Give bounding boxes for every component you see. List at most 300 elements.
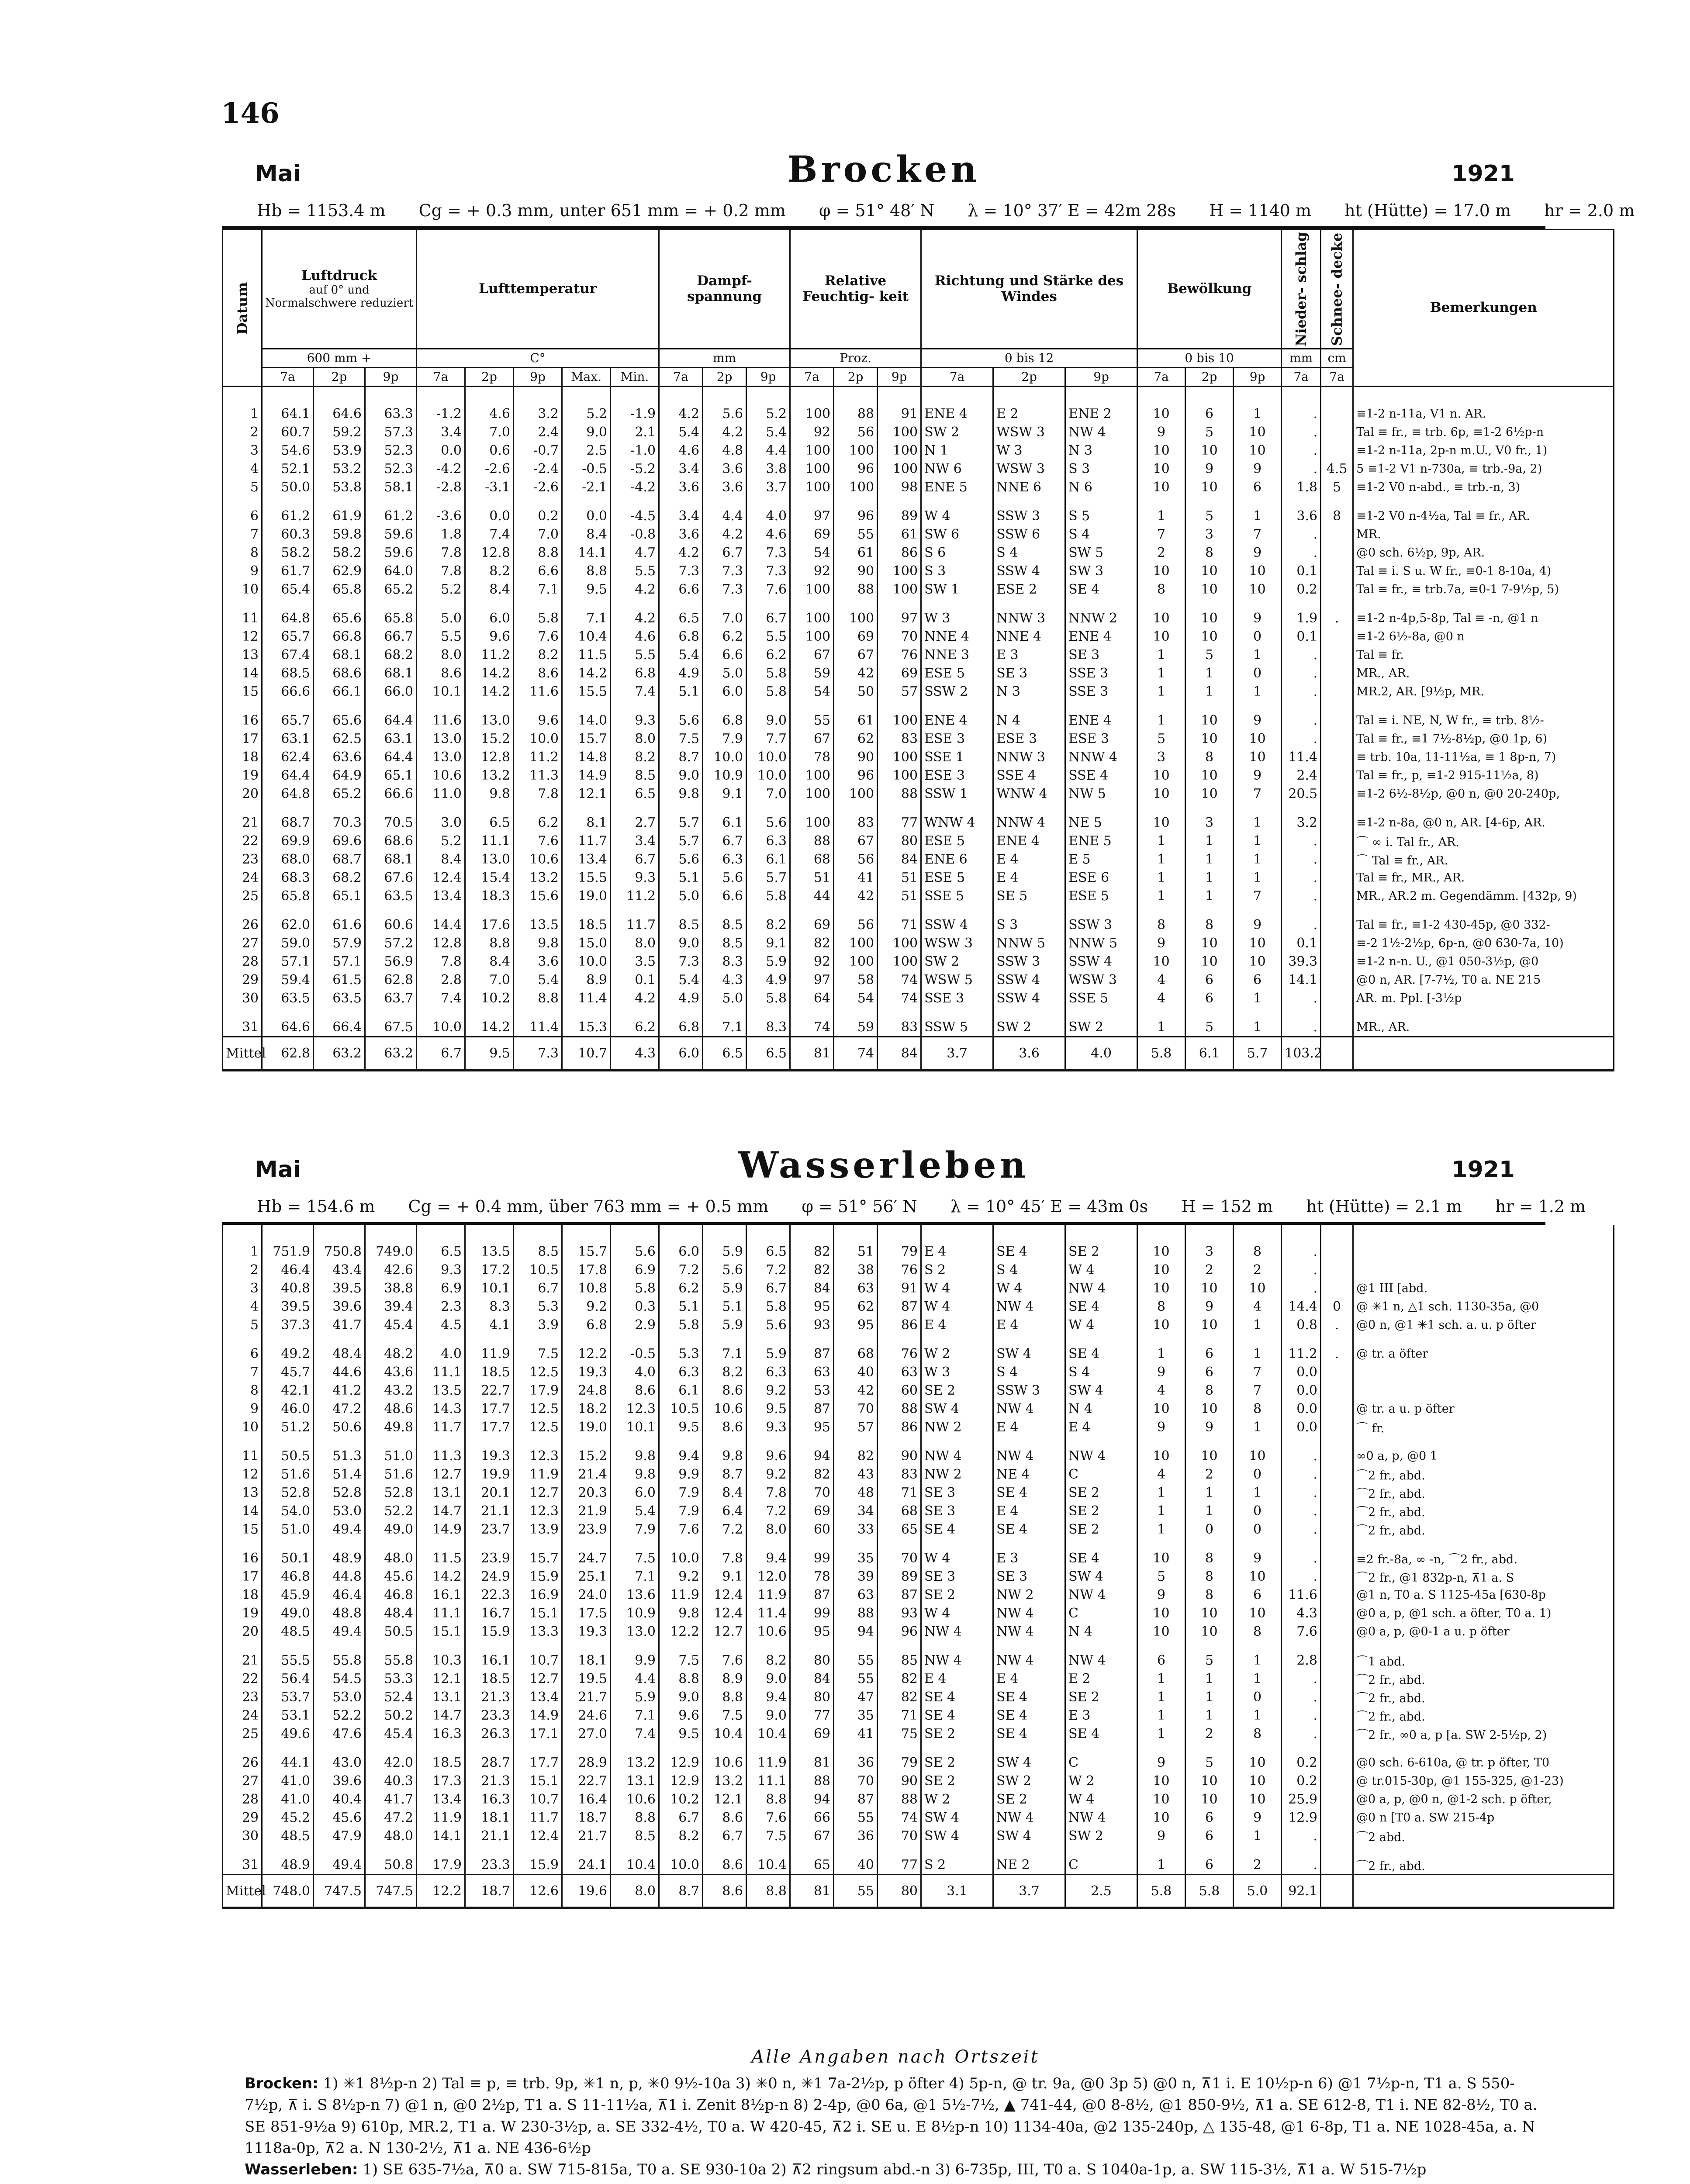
table-cell: 6	[1185, 989, 1234, 1007]
table-cell: 60.3	[262, 525, 314, 543]
table-cell: .	[1282, 701, 1321, 729]
table-cell	[1321, 887, 1353, 905]
table-cell: SSE 3	[1065, 664, 1137, 682]
table-cell: 56.9	[365, 952, 417, 971]
table-cell: 19.3	[562, 1622, 611, 1641]
table-cell: 24.0	[562, 1586, 611, 1604]
table-cell: 68	[878, 1502, 921, 1520]
table-cell: 63	[834, 1279, 878, 1297]
table-cell: 1	[1137, 1669, 1185, 1688]
table-cell: 1	[1185, 1688, 1234, 1706]
mean-cell: 74	[834, 1037, 878, 1071]
table-cell: 51.3	[314, 1436, 365, 1465]
table-cell: -2.4	[514, 460, 562, 478]
table-row	[223, 934, 1614, 952]
meta-latitude: φ = 51° 48′ N	[819, 201, 935, 220]
table-cell: 10	[1137, 627, 1185, 646]
table-cell: S 3	[993, 905, 1065, 934]
table-cell: E 4	[993, 1669, 1065, 1688]
table-cell: 21.3	[465, 1688, 514, 1706]
table-row	[223, 1790, 1614, 1808]
table-cell: 18.5	[417, 1743, 465, 1772]
table-cell	[1321, 784, 1353, 803]
table-cell: 4.4	[703, 496, 747, 525]
remark-cell: ⌒ ∞ i. Tal fr., AR.	[1353, 832, 1614, 850]
table-cell: 10	[1234, 748, 1282, 766]
table-cell: 17.1	[514, 1724, 562, 1743]
table-cell	[1321, 1772, 1353, 1790]
date-cell: 21	[223, 1641, 262, 1669]
table-cell: 14.4	[417, 905, 465, 934]
table-cell: 4.2	[659, 543, 703, 562]
remark-cell: @ tr.015-30p, @1 155-325, @1-23)	[1353, 1772, 1614, 1790]
table-cell: 7.3	[747, 562, 790, 580]
table-cell: 48.4	[365, 1604, 417, 1622]
table-cell: 100	[834, 478, 878, 496]
table-cell: 7.1	[611, 1567, 659, 1586]
table-cell: 6.1	[659, 1381, 703, 1400]
table-cell: 7	[1234, 784, 1282, 803]
table-cell: 8	[1185, 1567, 1234, 1586]
table-cell: 36	[834, 1743, 878, 1772]
mean-cell-empty	[1321, 1875, 1353, 1908]
table-cell: 28.9	[562, 1743, 611, 1772]
table-cell: 9.4	[659, 1436, 703, 1465]
unit-niederschlag: mm	[1282, 349, 1321, 367]
table-cell: 5.2	[562, 387, 611, 423]
table-row	[223, 1538, 1614, 1567]
table-cell: SSW 1	[921, 784, 993, 803]
table-cell: 55	[834, 525, 878, 543]
table-cell: 50.5	[262, 1436, 314, 1465]
table-cell: 3.9	[514, 1316, 562, 1334]
table-cell: SSW 4	[1065, 952, 1137, 971]
mean-label: Mittel	[223, 1037, 262, 1071]
date-cell: 28	[223, 1790, 262, 1808]
mean-cell-empty	[1353, 1875, 1614, 1908]
time-header-cell: 2p	[993, 368, 1065, 387]
table-cell: .	[1282, 1845, 1321, 1875]
table-cell: 74	[878, 1808, 921, 1827]
unit-schnee: cm	[1321, 349, 1353, 367]
table-cell: 3	[1185, 1225, 1234, 1261]
table-cell: 3.4	[417, 423, 465, 441]
table-cell: 82	[878, 1688, 921, 1706]
table-cell	[1321, 850, 1353, 868]
table-cell: 4.6	[659, 441, 703, 460]
table-cell: 63.1	[365, 729, 417, 748]
table-cell: 10	[1185, 701, 1234, 729]
table-cell: 95	[790, 1418, 834, 1436]
table-cell: 63.5	[262, 989, 314, 1007]
table-cell: SE 2	[921, 1772, 993, 1790]
table-cell: SE 2	[1065, 1225, 1137, 1261]
table-cell: SW 2	[1065, 1827, 1137, 1845]
table-cell: 1	[1234, 832, 1282, 850]
table-row	[223, 1586, 1614, 1604]
table-cell: 5.1	[659, 868, 703, 887]
table-cell: 3.6	[1282, 496, 1321, 525]
table-cell: 8.4	[562, 525, 611, 543]
table-cell: 84	[790, 1279, 834, 1297]
table-cell: SSW 3	[993, 1381, 1065, 1400]
table-cell: 23.3	[465, 1706, 514, 1724]
remark-cell: ≡1-2 n-n. U., @1 050-3½p, @0	[1353, 952, 1614, 971]
table-cell: 11.9	[465, 1334, 514, 1363]
table-cell: 50.5	[365, 1622, 417, 1641]
table-cell: 8.0	[417, 646, 465, 664]
table-cell: 22.7	[465, 1381, 514, 1400]
table-cell: 67	[790, 729, 834, 748]
mean-cell: 12.2	[417, 1875, 465, 1908]
table-cell: 10.0	[703, 748, 747, 766]
table-cell: 10	[1185, 934, 1234, 952]
table-cell: NNW 3	[993, 748, 1065, 766]
remark-cell: ⌒2 fr., abd.	[1353, 1706, 1614, 1724]
table-cell: 11.3	[514, 766, 562, 784]
table-cell: 24.7	[562, 1538, 611, 1567]
table-cell: 6.8	[659, 1007, 703, 1037]
table-row	[223, 1381, 1614, 1400]
date-cell: 13	[223, 1483, 262, 1502]
mean-cell: 8.7	[659, 1875, 703, 1908]
table-cell: 54	[834, 989, 878, 1007]
table-cell: SSE 4	[1065, 766, 1137, 784]
table-cell: 7.5	[703, 1706, 747, 1724]
table-cell: 39.3	[1282, 952, 1321, 971]
time-header-cell: 2p	[834, 368, 878, 387]
table-cell: 28.7	[465, 1743, 514, 1772]
table-cell: 85	[878, 1641, 921, 1669]
table-cell: SE 4	[993, 1520, 1065, 1538]
table-cell: NNE 4	[921, 627, 993, 646]
table-cell: 48.2	[365, 1334, 417, 1363]
mean-cell-empty	[1321, 1037, 1353, 1071]
mean-cell: 3.6	[993, 1037, 1065, 1071]
time-header-cell: 7a	[921, 368, 993, 387]
table-cell: 11.9	[747, 1586, 790, 1604]
table-cell: 16.7	[465, 1604, 514, 1622]
table-cell: 53.0	[314, 1688, 365, 1706]
table-cell: 59.6	[365, 525, 417, 543]
table-cell: NE 4	[993, 1465, 1065, 1483]
table-cell: 35	[834, 1706, 878, 1724]
date-cell: 23	[223, 1688, 262, 1706]
table-cell: 11.1	[465, 832, 514, 850]
table-cell: 95	[834, 1316, 878, 1334]
table-cell: NW 4	[1065, 1586, 1137, 1604]
date-cell: 17	[223, 729, 262, 748]
table-cell: 50.0	[262, 478, 314, 496]
table-cell: 18.7	[562, 1808, 611, 1827]
table-cell	[1321, 1520, 1353, 1538]
table-cell: 7.8	[514, 784, 562, 803]
table-cell: 100	[790, 766, 834, 784]
table-cell: 1	[1137, 664, 1185, 682]
date-cell: 26	[223, 1743, 262, 1772]
table-cell: 750.8	[314, 1225, 365, 1261]
table-cell: 9.6	[465, 627, 514, 646]
mean-cell: 84	[878, 1037, 921, 1071]
table-cell: 64.6	[262, 1007, 314, 1037]
table-cell: 5.7	[659, 803, 703, 832]
table-cell: 1	[1234, 1706, 1282, 1724]
table-cell: W 2	[921, 1790, 993, 1808]
table-cell: 7.0	[465, 423, 514, 441]
table-cell: -0.5	[562, 460, 611, 478]
table-cell: .	[1282, 868, 1321, 887]
table-cell: 97	[790, 496, 834, 525]
table-cell: 61.2	[365, 496, 417, 525]
mean-cell: 63.2	[314, 1037, 365, 1071]
table-cell: 8.6	[703, 1381, 747, 1400]
table-cell: 88	[834, 387, 878, 423]
table-cell: 20.1	[465, 1483, 514, 1502]
footnotes-title: Alle Angaben nach Ortszeit	[751, 2047, 1040, 2067]
table-cell: 10.1	[417, 682, 465, 701]
mean-cell: 748.0	[262, 1875, 314, 1908]
table-cell: 12.4	[703, 1586, 747, 1604]
table-cell: 5.2	[417, 580, 465, 598]
table-cell: 1	[1234, 1483, 1282, 1502]
table-cell: SE 4	[921, 1688, 993, 1706]
table-cell: SW 4	[921, 1808, 993, 1827]
table-cell: 100	[790, 460, 834, 478]
table-cell: 70	[878, 1827, 921, 1845]
table-cell: WNW 4	[921, 803, 993, 832]
table-cell: 16.4	[562, 1790, 611, 1808]
table-cell: 10	[1137, 460, 1185, 478]
table-cell: -1.0	[611, 441, 659, 460]
table-cell: 7.9	[611, 1520, 659, 1538]
table-cell: 48.0	[365, 1538, 417, 1567]
remark-cell: 5 ≡1-2 V1 n-730a, ≡ trb.-9a, 2)	[1353, 460, 1614, 478]
table-cell: 16.9	[514, 1586, 562, 1604]
date-cell: 11	[223, 598, 262, 627]
table-cell: 7.0	[465, 971, 514, 989]
table-cell: 2.3	[417, 1297, 465, 1316]
table-cell: 53.7	[262, 1688, 314, 1706]
table-cell: 45.9	[262, 1586, 314, 1604]
table-cell: 8	[1137, 1297, 1185, 1316]
table-cell: W 2	[921, 1334, 993, 1363]
table-cell: 65	[878, 1520, 921, 1538]
table-cell: 9.0	[659, 1688, 703, 1706]
remark-cell	[1353, 1363, 1614, 1381]
table-cell: 10	[1137, 952, 1185, 971]
table-cell: 14.2	[465, 682, 514, 701]
table-row	[223, 1520, 1614, 1538]
table-cell: NNE 6	[993, 478, 1065, 496]
table-cell: SW 3	[1065, 562, 1137, 580]
table-cell: 38.8	[365, 1279, 417, 1297]
table-cell: 15.7	[562, 729, 611, 748]
table-cell: ENE 4	[921, 387, 993, 423]
table-cell: 2	[1234, 1261, 1282, 1279]
table-cell: 96	[834, 766, 878, 784]
table-cell: W 3	[921, 1363, 993, 1381]
table-cell: 6.6	[703, 646, 747, 664]
mean-cell: 6.5	[747, 1037, 790, 1071]
date-cell: 16	[223, 1538, 262, 1567]
table-cell: 76	[878, 1261, 921, 1279]
remark-cell: @0 sch. 6½p, 9p, AR.	[1353, 543, 1614, 562]
table-cell: 65.7	[262, 627, 314, 646]
table-row	[223, 952, 1614, 971]
table-cell: 69	[790, 1724, 834, 1743]
table-cell: 14.9	[417, 1520, 465, 1538]
mean-cell: 6.0	[659, 1037, 703, 1071]
table-cell: SSW 4	[993, 562, 1065, 580]
table-cell: 14.1	[417, 1827, 465, 1845]
table-cell: NNW 4	[993, 803, 1065, 832]
table-cell: 51	[790, 868, 834, 887]
date-cell: 8	[223, 543, 262, 562]
table-cell: 19.9	[465, 1465, 514, 1483]
table-cell: .	[1282, 1279, 1321, 1297]
table-cell: 8.4	[417, 850, 465, 868]
table-cell: 49.8	[365, 1418, 417, 1436]
table-cell: SW 4	[921, 1827, 993, 1845]
remark-cell: ⌒2 fr., abd.	[1353, 1688, 1614, 1706]
table-cell: 55.8	[365, 1641, 417, 1669]
table-cell: 5	[1321, 478, 1353, 496]
table-cell: 100	[790, 478, 834, 496]
table-cell: 3.4	[659, 496, 703, 525]
table-cell: 6	[1185, 387, 1234, 423]
table-cell: 100	[878, 460, 921, 478]
table-cell: 89	[878, 496, 921, 525]
table-cell: 9.0	[562, 423, 611, 441]
date-cell: 18	[223, 1586, 262, 1604]
table-cell: 10	[1234, 952, 1282, 971]
table-body	[223, 1225, 1614, 1908]
table-cell: 10	[1137, 1538, 1185, 1567]
table-cell: 9.3	[611, 868, 659, 887]
table-cell: 8.0	[611, 729, 659, 748]
table-cell: 14.9	[562, 766, 611, 784]
table-cell: 49.4	[314, 1520, 365, 1538]
table-cell: 52.4	[365, 1688, 417, 1706]
table-cell: 9	[1185, 1297, 1234, 1316]
table-cell: 10	[1137, 1790, 1185, 1808]
table-cell	[1321, 1502, 1353, 1520]
table-cell: 10.9	[703, 766, 747, 784]
table-cell: 42.0	[365, 1743, 417, 1772]
table-cell: SE 4	[993, 1225, 1065, 1261]
table-cell: 12.5	[514, 1418, 562, 1436]
table-cell: 9.5	[659, 1418, 703, 1436]
table-cell: 70.5	[365, 803, 417, 832]
table-cell	[1321, 1706, 1353, 1724]
table-cell: 1	[1185, 850, 1234, 868]
table-cell: 11.9	[417, 1808, 465, 1827]
table-cell: 5.8	[747, 887, 790, 905]
date-cell: 7	[223, 1363, 262, 1381]
table-row	[223, 1007, 1614, 1037]
table-cell: 74	[790, 1007, 834, 1037]
table-cell	[1321, 748, 1353, 766]
time-header-cell: 9p	[747, 368, 790, 387]
table-cell: 51.0	[262, 1520, 314, 1538]
table-cell: 10	[1137, 1400, 1185, 1418]
table-cell: 12.7	[514, 1669, 562, 1688]
table-cell: 11.9	[659, 1586, 703, 1604]
table-cell	[1321, 1827, 1353, 1845]
table-cell: 3	[1185, 525, 1234, 543]
table-cell: 23.7	[465, 1520, 514, 1538]
table-cell: 5	[1137, 1567, 1185, 1586]
table-cell: 10	[1137, 598, 1185, 627]
remark-cell: ≡1-2 V0 n-abd., ≡ trb.-n, 3)	[1353, 478, 1614, 496]
table-cell: 69	[790, 1502, 834, 1520]
table-cell: 39.4	[365, 1297, 417, 1316]
table-cell: 52.1	[262, 460, 314, 478]
table-cell: 65.8	[314, 580, 365, 598]
table-cell	[1321, 1483, 1353, 1502]
table-cell: 5.9	[703, 1225, 747, 1261]
table-cell: 58.2	[314, 543, 365, 562]
footnotes	[245, 2044, 1546, 2181]
table-cell: 17.3	[417, 1772, 465, 1790]
table-cell: -0.5	[611, 1334, 659, 1363]
table-cell: W 4	[921, 496, 993, 525]
table-cell: 52.8	[365, 1483, 417, 1502]
table-cell	[1321, 1465, 1353, 1483]
unit-wind: 0 bis 12	[921, 349, 1137, 367]
table-cell: 13.2	[465, 766, 514, 784]
table-cell: 96	[834, 496, 878, 525]
table-cell: 96	[878, 1622, 921, 1641]
table-cell: E 2	[1065, 1669, 1137, 1688]
table-cell: 5.1	[659, 682, 703, 701]
table-cell: 5.0	[659, 887, 703, 905]
table-cell: 43	[834, 1465, 878, 1483]
table-cell: 5.4	[659, 971, 703, 989]
table-cell: 61.5	[314, 971, 365, 989]
table-cell: 6	[1137, 1641, 1185, 1669]
table-cell: 44.8	[314, 1567, 365, 1586]
table-cell: 100	[878, 580, 921, 598]
table-cell: 1	[1137, 868, 1185, 887]
table-cell: 49.4	[314, 1845, 365, 1875]
table-cell: 8	[1185, 1381, 1234, 1400]
table-cell: 9.8	[611, 1465, 659, 1483]
table-cell: 52.2	[365, 1502, 417, 1520]
date-cell: 30	[223, 1827, 262, 1845]
table-cell: 7	[1234, 1363, 1282, 1381]
table-cell	[1321, 971, 1353, 989]
date-cell: 31	[223, 1007, 262, 1037]
table-cell: 71	[878, 1706, 921, 1724]
mean-cell: 8.8	[747, 1875, 790, 1908]
table-cell: 8.2	[659, 1827, 703, 1845]
table-cell: 71	[878, 1483, 921, 1502]
table-cell: C	[1065, 1604, 1137, 1622]
table-cell: 5	[1137, 729, 1185, 748]
date-cell: 24	[223, 868, 262, 887]
table-cell: 69.6	[314, 832, 365, 850]
table-cell: 48.5	[262, 1827, 314, 1845]
table-cell: 46.4	[314, 1586, 365, 1604]
table-cell: 82	[790, 1465, 834, 1483]
table-cell: 70	[834, 1400, 878, 1418]
remark-cell: Tal ≡ fr., ≡ trb. 6p, ≡1-2 6½p-n	[1353, 423, 1614, 441]
table-cell: 12.3	[514, 1436, 562, 1465]
table-cell: 5.4	[659, 646, 703, 664]
table-cell: ESE 5	[921, 664, 993, 682]
table-cell: 7.6	[1282, 1622, 1321, 1641]
